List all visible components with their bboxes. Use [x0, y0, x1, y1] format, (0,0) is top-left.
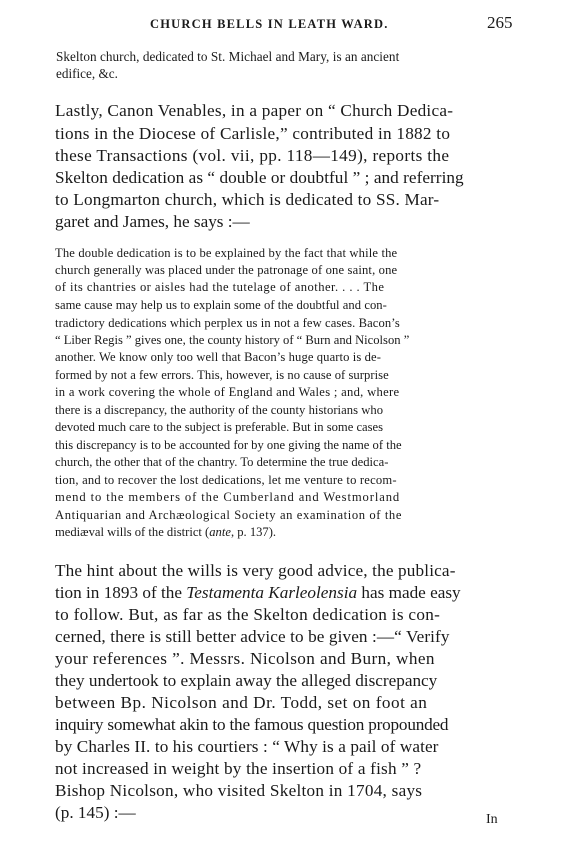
text-line: there is a discrepancy, the authority of the county historians who: [55, 403, 384, 417]
text-line: in a work covering the whole of England and Wales ; and, where: [55, 385, 400, 399]
page-number: 265: [487, 13, 513, 32]
text-line: The hint about the wills is very good advice, the publica-: [55, 561, 456, 580]
text-span: , p. 137).: [230, 525, 277, 539]
text-line: edifice, &c.: [56, 66, 118, 81]
text-line: mend to the members of the Cumberland and Westmorland: [55, 490, 401, 504]
text-line: Bishop Nicolson, who visited Skelton in 1704, says: [55, 781, 423, 800]
text-line: Lastly, Canon Venables, in a paper on “ Church Dedica-: [55, 101, 454, 120]
text-line: inquiry somewhat akin to the famous question propounded: [55, 715, 449, 734]
text-line: they undertook to explain away the alleged discrepancy: [55, 671, 438, 690]
text-line: cerned, there is still better advice to be given :—“ Verify: [55, 627, 450, 646]
text-line: [55, 583, 461, 603]
text-line: your references ”. Messrs. Nicolson and Burn, when: [55, 649, 435, 668]
text-line: garet and James, he says :—: [55, 212, 250, 231]
text-span: tion in 1893 of the: [55, 583, 187, 602]
text-line: another. We know only too well that Bacon’s huge quarto is de-: [55, 350, 382, 364]
text-line: these Transactions (vol. vii, pp. 118—149), reports the: [55, 146, 450, 165]
text-line: tion, and to recover the lost dedications, let me venture to recom-: [55, 473, 397, 487]
text-line: Antiquarian and Archæological Society an examination of the: [55, 508, 403, 522]
text-line: tions in the Diocese of Carlisle,” contributed in 1882 to: [55, 124, 451, 143]
text-line: by Charles II. to his courtiers : “ Why is a pail of water: [55, 737, 439, 756]
text-line: devoted much care to the subject is preferable. But in some cases: [55, 420, 384, 434]
text-line: church, the other that of the chantry. To determine the true dedica-: [55, 455, 389, 469]
text-line: not increased in weight by the insertion of a fish ” ?: [55, 759, 422, 778]
text-line: of its chantries or aisles had the tutelage of another. . . . The: [55, 280, 385, 294]
text-line: between Bp. Nicolson and Dr. Todd, set on foot an: [55, 693, 428, 712]
catchword: In: [486, 812, 498, 827]
running-title: CHURCH BELLS IN LEATH WARD.: [150, 17, 389, 31]
text-line: [55, 525, 276, 540]
text-line: this discrepancy is to be accounted for by one giving the name of the: [55, 438, 402, 452]
text-line: “ Liber Regis ” gives one, the county history of “ Burn and Nicolson ”: [55, 333, 410, 347]
text-line: same cause may help us to explain some of the doubtful and con-: [55, 298, 387, 312]
italic-citation: ante: [209, 525, 231, 539]
italic-title: Testamenta Karleolensia: [186, 583, 358, 602]
text-line: (p. 145) :—: [55, 803, 136, 822]
text-line: formed by not a few errors. This, however, is no cause of surprise: [55, 368, 389, 382]
text-line: to Longmarton church, which is dedicated to SS. Mar-: [55, 190, 440, 209]
text-line: The double dedication is to be explained by the fact that while the: [55, 246, 398, 260]
text-line: tradictory dedications which perplex us in not a few cases. Bacon’s: [55, 316, 400, 330]
text-line: Skelton dedication as “ double or doubtful ” ; and referring: [55, 168, 464, 187]
text-span: has made easy: [357, 583, 461, 602]
text-line: church generally was placed under the patronage of one saint, one: [55, 263, 398, 277]
text-line: to follow. But, as far as the Skelton dedication is con-: [55, 605, 441, 624]
text-span: mediæval wills of the district (: [55, 525, 210, 539]
text-line: Skelton church, dedicated to St. Michael and Mary, is an ancient: [56, 49, 400, 64]
